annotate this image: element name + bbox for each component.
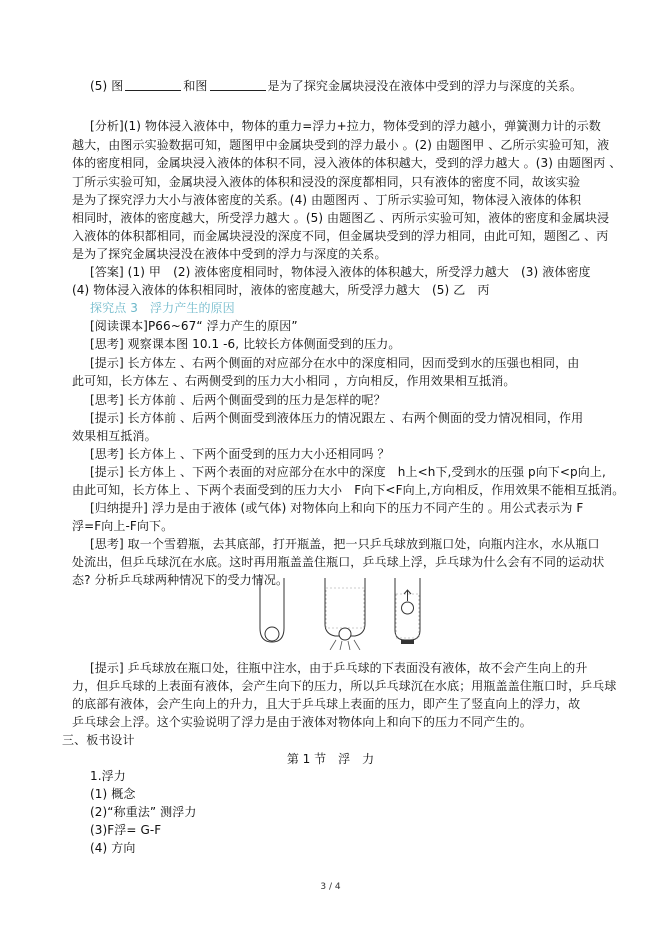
board-heading: 三、板书设计 — [62, 733, 135, 747]
analysis-line: 越大，由图示实验数据可知，题图甲中金属块受到的浮力最小 。(2) 由题图甲 、乙所示实验可知，液 — [72, 138, 610, 152]
body-line: [提示] 长方体左 、右两个侧面的对应部分在水中的深度相同，因而受到水的压强也相同，由 — [90, 356, 580, 370]
answer-line: (4) 物体浸入液体的体积相同时，液体的密度越大，所受浮力越大 (5) 乙 丙 — [72, 283, 490, 297]
board-item: (3)F浮= G-F — [90, 823, 162, 837]
analysis-line: 是为了探究浮力大小与液体密度的关系。(4) 由题图丙 、丁所示实验可知，物体浸入液体的体积 — [72, 193, 582, 207]
q5-text-c: 是为了探究金属块浸没在液体中受到的浮力与深度的关系。 — [267, 79, 583, 93]
body-line: [思考] 长方体上 、下两个面受到的压力大小还相同吗 ？ — [90, 447, 390, 461]
body-line: [思考] 观察课本图 10.1 -6, 比较长方体侧面受到的压力。 — [90, 337, 401, 351]
tip-line: 的底部有液体，会产生向上的升力，且大于乒乓球上表面的压力，即产生了竖直向上的浮力，故 — [72, 697, 581, 711]
analysis-line: 丁所示实验可知，金属块浸入液体的体积和浸没的深度都相同，只有液体的密度不同，故该实验 — [72, 175, 581, 189]
question-5 — [90, 78, 582, 94]
body-line: 态? 分析乒乓球两种情况下的受力情况。 — [72, 573, 289, 587]
board-item: (4) 方向 — [90, 841, 136, 855]
bottle-empty-icon — [260, 578, 284, 642]
answer-blank-1[interactable] — [125, 78, 181, 91]
tip-line: 力，但乒乓球的上表面有液体，会产生向下的压力，所以乒乓球沉在水底；用瓶盖盖住瓶口时，乒乓球 — [72, 679, 617, 693]
body-line: 浮=F向上-F向下。 — [72, 519, 174, 533]
analysis-line: 体的密度相同，金属块浸入液体的体积不同，浸入液体的体积越大，受到的浮力越大 。(3) 由题图丙 、 — [72, 156, 622, 170]
body-line: [提示] 长方体上 、下两个表面的对应部分在水中的深度 h上<h下,受到水的压强 p向下<p向上, — [90, 465, 606, 479]
section-heading: 探究点 3 浮力产生的原因 — [90, 301, 235, 315]
analysis-line: [分析](1) 物体浸入液体中，物体的重力=浮力+拉力，物体受到的浮力越小，弹簧测力计的示数 — [90, 119, 601, 133]
q5-text-b: 和图 — [183, 79, 208, 93]
ping-pong-bottle-figure — [250, 568, 430, 650]
answer-line: [答案] (1) 甲 (2) 液体密度相同时，物体浸入液体的体积越大，所受浮力越大 (3) 液体密度 — [90, 265, 591, 279]
body-line: 处流出，但乒乓球沉在水底。这时再用瓶盖盖住瓶口，乒乓球上浮，乒乓球为什么会有不同的运动状 — [72, 555, 605, 569]
body-line: [思考] 长方体前 、后两个侧面受到的压力是怎样的呢？ — [90, 393, 386, 407]
tip-line: [提示] 乒乓球放在瓶口处，往瓶中注水，由于乒乓球的下表面没有液体，故不会产生向上的升 — [90, 661, 588, 675]
analysis-line: 相同时，液体的密度越大，所受浮力越大 。(5) 由题图乙 、丙所示实验可知，液体的密度和金属块浸 — [72, 211, 610, 225]
body-line: [归纳提升] 浮力是由于液体 (或气体) 对物体向上和向下的压力不同产生的 。用公式表示为 F — [90, 501, 584, 515]
bottle-water-flowing-icon — [325, 578, 365, 650]
page-number: 3 / 4 — [320, 882, 341, 892]
board-item: (1) 概念 — [90, 787, 136, 801]
bottle-capped-icon — [395, 578, 420, 644]
q5-text-a: (5) 图 — [90, 79, 124, 93]
body-line: 此可知，长方体左 、右两侧受到的压力大小相同 ，方向相反，作用效果相互抵消。 — [72, 374, 516, 388]
board-item: (2)“称重法” 测浮力 — [90, 805, 197, 819]
body-line: 由此可知，长方体上 、下两个表面受到的压力大小 F向下<F向上,方向相反，作用效果不能相互抵消。 — [72, 483, 625, 497]
board-title: 第 1 节 浮 力 — [286, 752, 375, 766]
body-line: [提示] 长方体前 、后两个侧面受到液体压力的情况跟左 、右两个侧面的受力情况相同，作用 — [90, 411, 584, 425]
analysis-line: 是为了探究金属块浸没在液体中受到的浮力与深度的关系。 — [72, 247, 387, 261]
tip-line: 乒乓球会上浮。这个实验说明了浮力是由于液体对物体向上和向下的压力不同产生的。 — [72, 715, 532, 729]
body-line: 效果相互抵消。 — [72, 429, 157, 443]
board-item: 1.浮力 — [90, 769, 126, 783]
answer-blank-2[interactable] — [210, 78, 266, 91]
body-line: [思考] 取一个雪碧瓶，去其底部，打开瓶盖，把一只乒乓球放到瓶口处，向瓶内注水，水从瓶口 — [90, 537, 600, 551]
analysis-line: 入液体的体积都相同，而金属块浸没的深度不同，但金属块受到的浮力相同，由此可知，题图乙 、丙 — [72, 229, 609, 243]
body-line: [阅读课本]P66~67“ 浮力产生的原因” — [90, 319, 298, 333]
